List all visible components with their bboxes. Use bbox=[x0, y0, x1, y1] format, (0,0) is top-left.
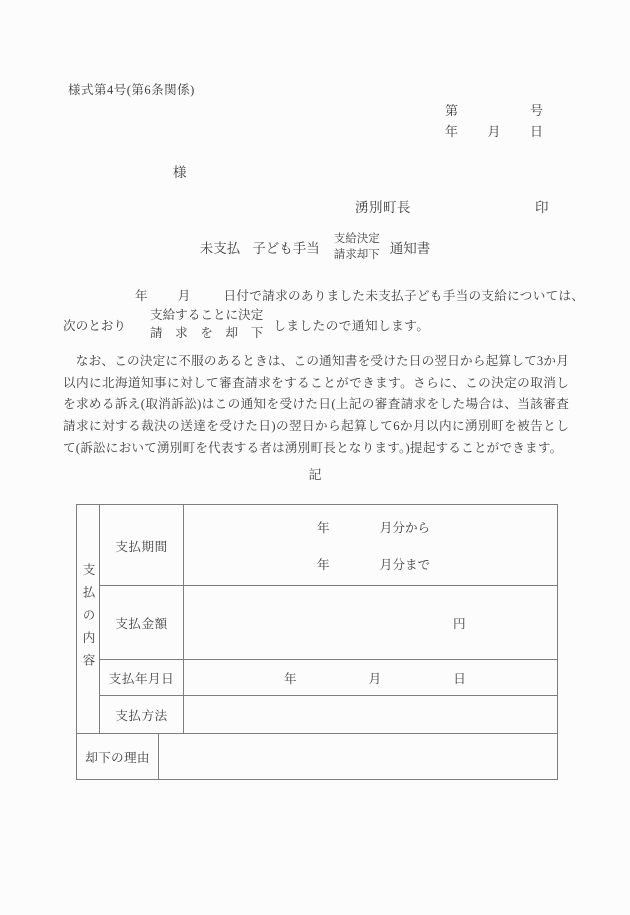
body-year-label: 年 bbox=[135, 289, 148, 303]
title-part-notice: 通知書 bbox=[389, 241, 431, 256]
document-title bbox=[0, 229, 630, 265]
body-line1-text: 日付で請求のありました未支払子ども手当の支給については、 bbox=[223, 289, 585, 303]
body-decision-line bbox=[63, 304, 429, 344]
addressee-honorific: 様 bbox=[173, 165, 187, 180]
title-option-stack bbox=[334, 231, 380, 263]
doc-number-suffix: 号 bbox=[529, 103, 543, 118]
body-line2-tail: しましたので通知します。 bbox=[273, 318, 430, 333]
payment-method-value bbox=[184, 696, 557, 733]
issuer-title: 湧別町長 bbox=[355, 200, 411, 215]
payment-amount-unit: 円 bbox=[453, 617, 466, 631]
rejection-reason-label: 却下の理由 bbox=[77, 734, 159, 779]
payment-method-label: 支払方法 bbox=[100, 696, 184, 733]
title-part-child-allowance: 子ども手当 bbox=[252, 241, 320, 256]
payment-period-label: 支払期間 bbox=[100, 505, 184, 586]
date-month-label: 月 bbox=[487, 124, 501, 139]
payment-date-year-label: 年 bbox=[284, 672, 297, 686]
payment-details-table bbox=[76, 504, 558, 780]
payment-date-month-label: 月 bbox=[368, 672, 382, 686]
appeal-information-paragraph: なお、この決定に不服のあるときは、この通知書を受けた日の翌日から起算して3か月以内に北海道知事に対して審査請求をすることができます。さらに、この決定の取消しを求める訴え(取消訴訟)はこの通知を受けた日(上記の審査請求をした場合は、当該審査請求に対する裁決の送達を受けた日)の翌日から起算して6か月以内に湧別町を被告として(訴訟において湧別町を代表する者は湧別町長となります。)提起することができます。 bbox=[63, 354, 569, 455]
body-line2-lead: 次のとおり bbox=[63, 318, 126, 333]
doc-number-prefix: 第 bbox=[445, 103, 459, 118]
date-day-label: 日 bbox=[529, 124, 543, 139]
rejection-reason-value bbox=[159, 734, 557, 779]
payment-date-day-label: 日 bbox=[453, 672, 466, 686]
payment-date-label: 支払年月日 bbox=[100, 660, 184, 696]
payment-period-to bbox=[317, 554, 557, 573]
payment-amount-value bbox=[184, 586, 557, 660]
seal-mark: 印 bbox=[535, 200, 549, 215]
period-to-suffix: 月分まで bbox=[379, 558, 431, 572]
decision-option-reject: 請 求 を 却 下 bbox=[149, 326, 264, 340]
title-option-grant: 支給決定 bbox=[333, 233, 380, 245]
body-request-date-line bbox=[135, 285, 584, 304]
period-from-suffix: 月分から bbox=[379, 521, 431, 535]
payment-amount-label: 支払金額 bbox=[100, 586, 184, 660]
payment-period-from bbox=[317, 517, 557, 536]
payment-date-value bbox=[184, 660, 557, 696]
payment-details-group-label: 支払の内容 bbox=[77, 505, 100, 733]
title-part-unpaid: 未支払 bbox=[199, 241, 241, 256]
period-from-year-label: 年 bbox=[317, 521, 330, 535]
date-year-label: 年 bbox=[445, 124, 459, 139]
title-option-reject: 請求却下 bbox=[333, 249, 380, 261]
issue-date-line bbox=[445, 121, 543, 140]
document-number-line bbox=[445, 100, 543, 119]
decision-option-grant: 支給することに決定 bbox=[149, 308, 264, 322]
period-to-year-label: 年 bbox=[317, 558, 330, 572]
decision-option-stack bbox=[150, 306, 263, 342]
form-number: 様式第4号(第6条関係) bbox=[68, 83, 195, 97]
ki-heading: 記 bbox=[308, 467, 322, 482]
payment-period-value bbox=[184, 505, 557, 586]
rejection-reason-row bbox=[77, 733, 557, 779]
body-month-label: 月 bbox=[177, 289, 191, 303]
payment-details-main bbox=[77, 505, 557, 733]
